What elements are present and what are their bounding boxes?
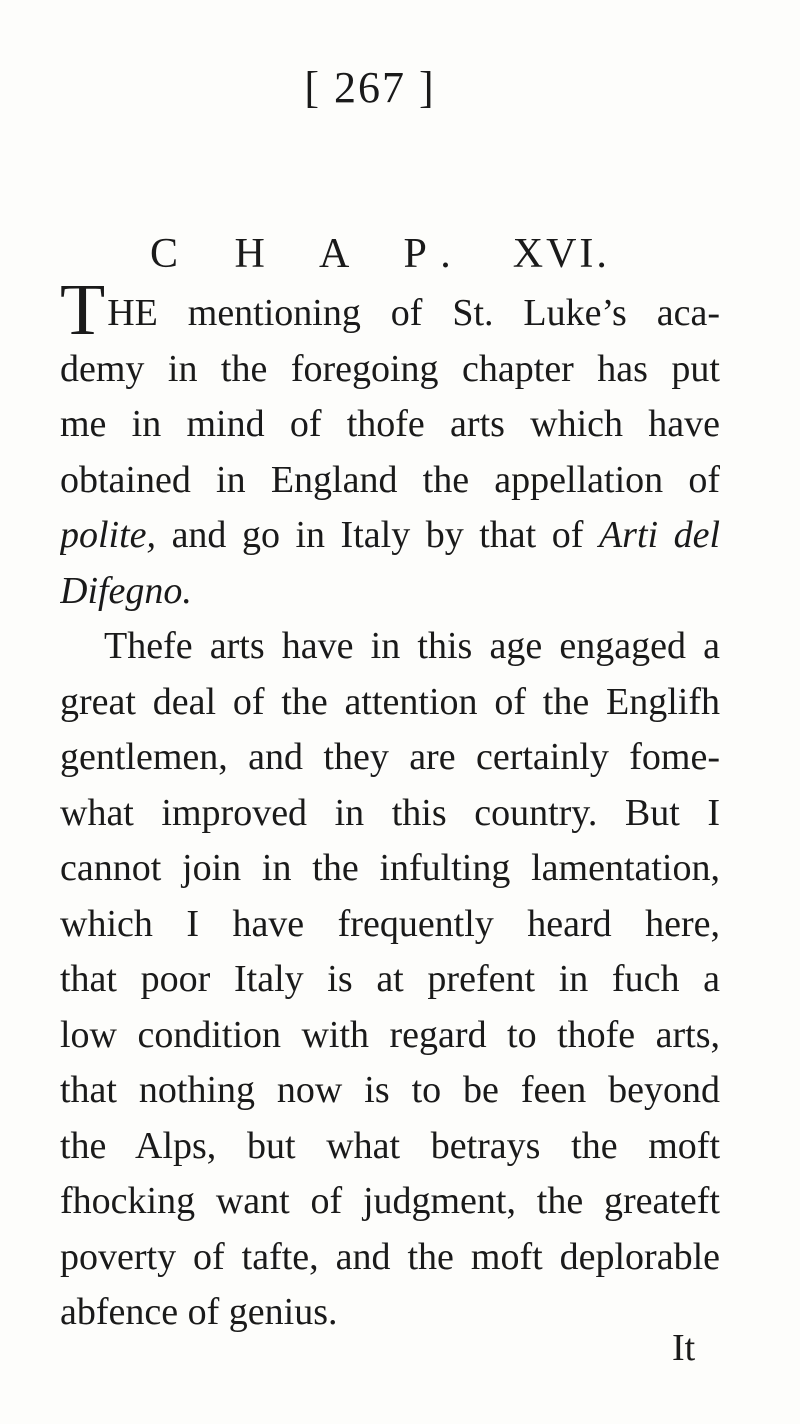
text-line: what improved in this country. But I: [60, 791, 720, 834]
text-line: that nothing now is to be feen beyond: [60, 1069, 720, 1111]
text-line: which I have frequently heard here,: [60, 902, 720, 945]
text-line: me in mind of thofe arts which have: [60, 403, 720, 445]
text-line: gentlemen, and they are certainly fome-: [60, 736, 720, 778]
catchword: It: [672, 1327, 696, 1369]
text-line: poverty of tafte, and the moft deplorable: [60, 1235, 720, 1278]
body-text: [60, 286, 720, 1341]
text-line: the Alps, but what betrays the moft: [60, 1124, 720, 1167]
chapter-word: C H A P.: [150, 231, 469, 277]
text-line: [60, 286, 720, 342]
text-line: [60, 564, 720, 620]
text-line: demy in the foregoing chapter has put: [60, 347, 720, 390]
text-line: Thefe arts have in this age engaged a: [104, 625, 720, 667]
text-line: low condition with regard to thofe arts,: [60, 1013, 720, 1056]
text-line: obtained in England the appellation of: [60, 458, 720, 501]
page-number: [ 267 ]: [304, 63, 436, 112]
text-span: HE mentioning of St. Luke’s aca-: [107, 292, 720, 334]
italic-span: polite,: [60, 514, 157, 556]
drop-cap: T: [60, 286, 106, 342]
text-line: that poor Italy is at prefent in fuch a: [60, 958, 720, 1000]
italic-span: Arti del: [598, 514, 720, 556]
text-line: abfence of genius.: [60, 1291, 338, 1333]
text-line: great deal of the attention of the Englifh: [60, 680, 720, 723]
text-line: fhocking want of judgment, the greateft: [60, 1180, 720, 1222]
chapter-heading: [150, 230, 650, 278]
chapter-number: XVI.: [512, 231, 610, 277]
text-span: and go in Italy by that of: [156, 514, 599, 556]
text-line: cannot join in the infulting lamentation,: [60, 847, 720, 889]
italic-span: Difegno.: [60, 569, 192, 612]
text-line: [60, 508, 720, 564]
